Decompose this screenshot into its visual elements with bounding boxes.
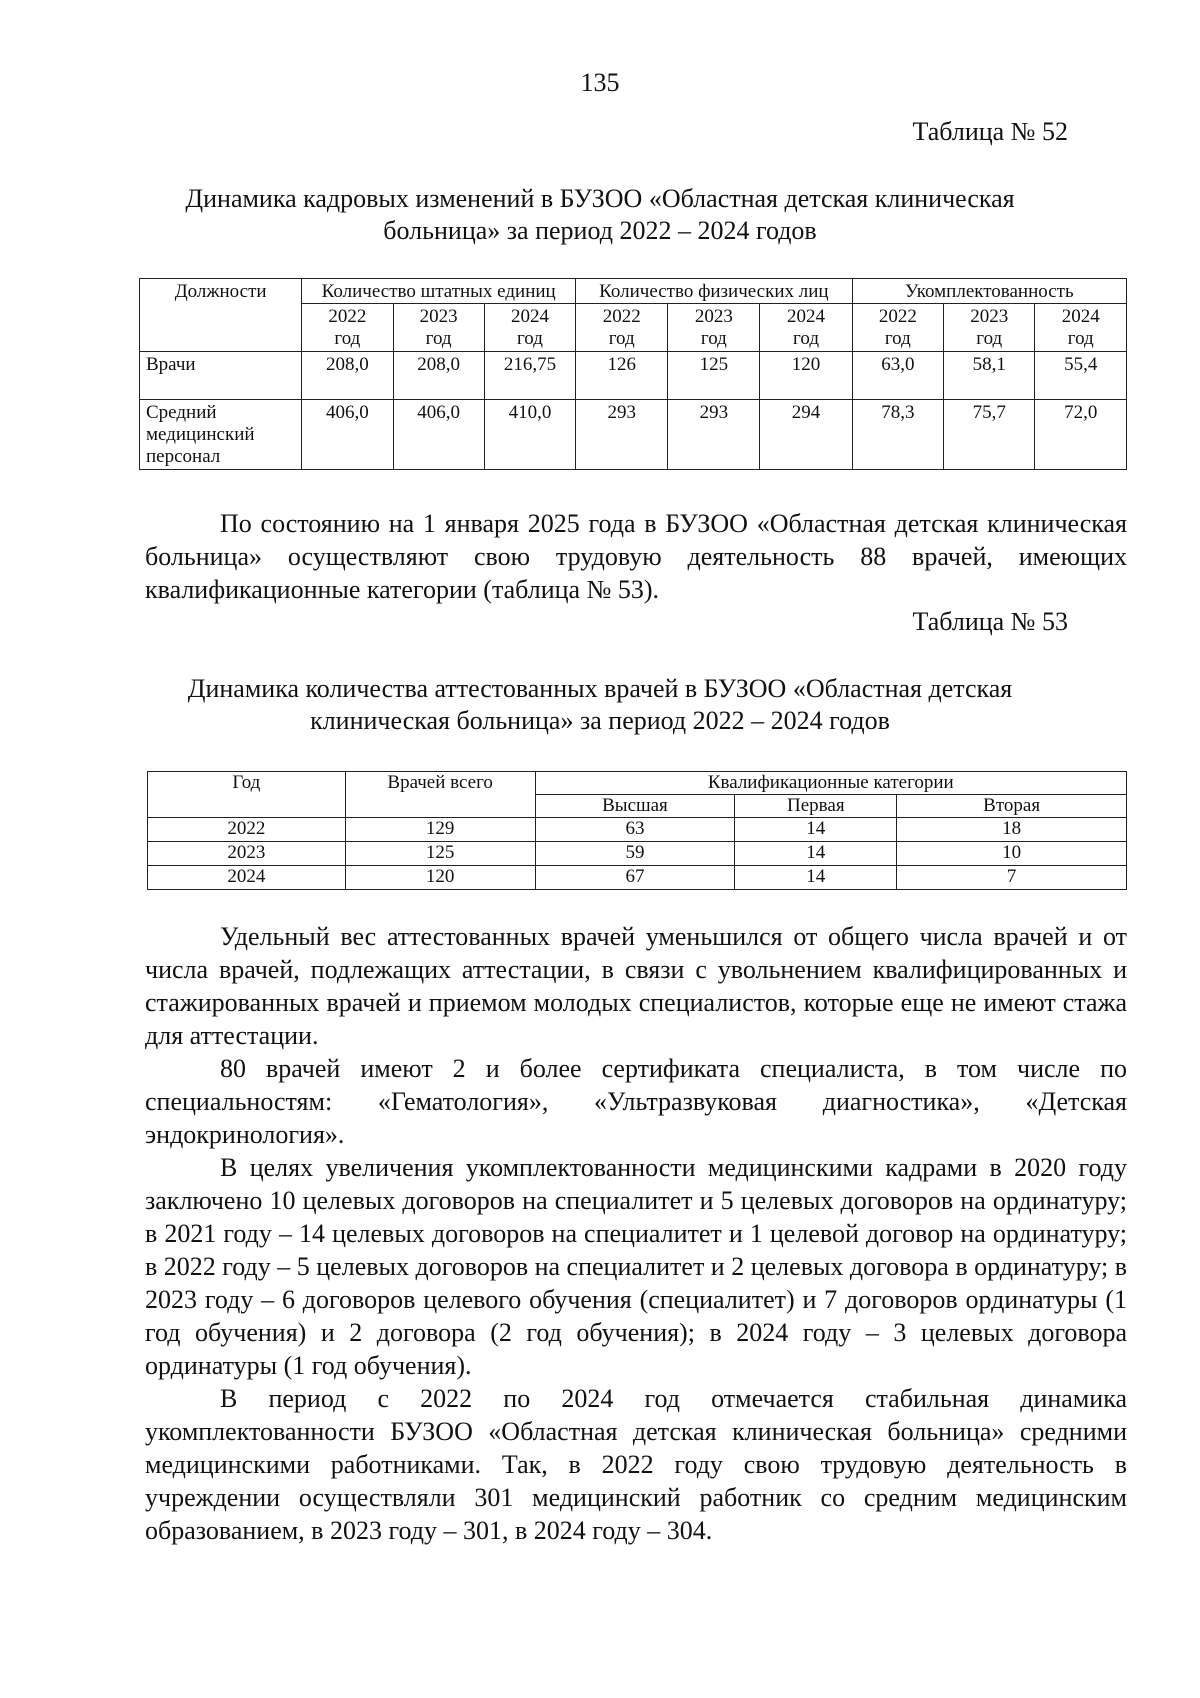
table-cell: 410,0	[484, 400, 575, 470]
table-row	[148, 866, 1127, 890]
header-second: Вторая	[897, 795, 1127, 818]
table-cell: 2024	[148, 866, 346, 890]
year-header: 2024 год	[484, 304, 575, 352]
table-cell: 10	[897, 842, 1127, 866]
header-staff-units: Количество штатных единиц	[302, 279, 576, 304]
table-53-label: Таблица № 53	[912, 607, 1068, 636]
header-categories: Квалификационные категории	[535, 772, 1126, 795]
table-52-title-line-1: Динамика кадровых изменений в БУЗОО «Областная детская клиническая	[185, 184, 1015, 213]
table-cell: 63	[535, 818, 735, 842]
table-53-title	[140, 673, 1060, 737]
header-highest: Высшая	[535, 795, 735, 818]
table-row	[140, 400, 1127, 470]
table-cell: 125	[668, 352, 760, 400]
year-header: 2022 год	[302, 304, 393, 352]
table-cell: 67	[535, 866, 735, 890]
table-cell: 75,7	[944, 400, 1035, 470]
table-cell: 126	[576, 352, 668, 400]
page-number: 135	[580, 68, 620, 97]
table-cell: 129	[345, 818, 535, 842]
table-cell: 294	[760, 400, 852, 470]
table-53-title-line-1: Динамика количества аттестованных врачей в БУЗОО «Областная детская	[187, 674, 1013, 703]
table-cell: 58,1	[944, 352, 1035, 400]
body-text	[145, 920, 1127, 1547]
paragraph-text: В целях увеличения укомплектованности медицинскими кадрами в 2020 году заключено 10 целевых договоров на специалитет и 5 целевых договоров на ординатуру; в 2021 году – 14 целевых договоров на специалитет и 1 целевой договор на ординатуру; в 2022 году – 5 целевых договоров на специалитет и 2 целевых договора в ординатуру; в 2023 году – 6 договоров целевого обучения (специалитет) и 7 договоров ординатуры (1 год обучения) и 2 договора (2 год обучения); в 2024 году – 3 целевых договора ординатуры (1 год обучения).	[145, 1153, 1128, 1380]
year-header: 2023 год	[393, 304, 484, 352]
header-individuals: Количество физических лиц	[576, 279, 852, 304]
row-label: Средний медицинский персонал	[140, 400, 302, 470]
table-cell: 14	[735, 818, 897, 842]
intro-paragraph	[145, 507, 1127, 606]
table-cell: 125	[345, 842, 535, 866]
table-cell: 78,3	[852, 400, 943, 470]
table-cell: 208,0	[302, 352, 393, 400]
table-cell: 216,75	[484, 352, 575, 400]
table-52-title	[140, 183, 1060, 247]
table-cell: 2022	[148, 818, 346, 842]
table-cell: 208,0	[393, 352, 484, 400]
staffing-dynamics-table	[139, 278, 1127, 470]
row-label: Врачи	[140, 352, 302, 400]
paragraph-text: По состоянию на 1 января 2025 года в БУЗОО «Областная детская клиническая больница» осуществляют свою трудовую деятельность 88 врачей, имеющих квалификационные категории (таблица № 53).	[145, 509, 1127, 604]
table-cell: 120	[760, 352, 852, 400]
year-header: 2024 год	[1035, 304, 1127, 352]
table-53-title-line-2: клиническая больница» за период 2022 – 2024 годов	[310, 706, 890, 735]
header-year: Год	[148, 772, 346, 818]
header-first: Первая	[735, 795, 897, 818]
table-cell: 18	[897, 818, 1127, 842]
table-cell: 55,4	[1035, 352, 1127, 400]
table-cell: 14	[735, 842, 897, 866]
table-cell: 120	[345, 866, 535, 890]
year-header: 2024 год	[760, 304, 852, 352]
table-cell: 63,0	[852, 352, 943, 400]
table-row	[148, 842, 1127, 866]
year-header: 2023 год	[668, 304, 760, 352]
year-header: 2022 год	[852, 304, 943, 352]
table-52-label: Таблица № 52	[912, 117, 1068, 146]
paragraph-text: 80 врачей имеют 2 и более сертификата специалиста, в том числе по специальностям: «Гематология», «Ультразвуковая диагностика», «Детская эндокринология».	[145, 1054, 1127, 1149]
year-header: 2023 год	[944, 304, 1035, 352]
table-cell: 406,0	[302, 400, 393, 470]
header-total-doctors: Врачей всего	[345, 772, 535, 818]
table-cell: 7	[897, 866, 1127, 890]
paragraph-text: В период с 2022 по 2024 год отмечается стабильная динамика укомплектованности БУЗОО «Областная детская клиническая больница» средними медицинскими работниками. Так, в 2022 году свою трудовую деятельность в учреждении осуществляли 301 медицинский работник со средним медицинским образованием, в 2023 году – 301, в 2024 году – 304.	[145, 1384, 1127, 1545]
certified-doctors-table	[147, 771, 1127, 890]
year-header: 2022 год	[576, 304, 668, 352]
table-row	[140, 352, 1127, 400]
header-position: Должности	[140, 279, 302, 352]
table-cell: 2023	[148, 842, 346, 866]
paragraph-text: Удельный вес аттестованных врачей уменьшился от общего числа врачей и от числа врачей, подлежащих аттестации, в связи с увольнением квалифицированных и стажированных врачей и приемом молодых специалистов, которые еще не имеют стажа для аттестации.	[145, 922, 1127, 1050]
table-cell: 59	[535, 842, 735, 866]
table-52-title-line-2: больница» за период 2022 – 2024 годов	[383, 216, 817, 245]
table-cell: 406,0	[393, 400, 484, 470]
header-staffing: Укомплектованность	[852, 279, 1126, 304]
table-cell: 72,0	[1035, 400, 1127, 470]
table-row	[148, 818, 1127, 842]
table-cell: 14	[735, 866, 897, 890]
table-cell: 293	[668, 400, 760, 470]
table-cell: 293	[576, 400, 668, 470]
